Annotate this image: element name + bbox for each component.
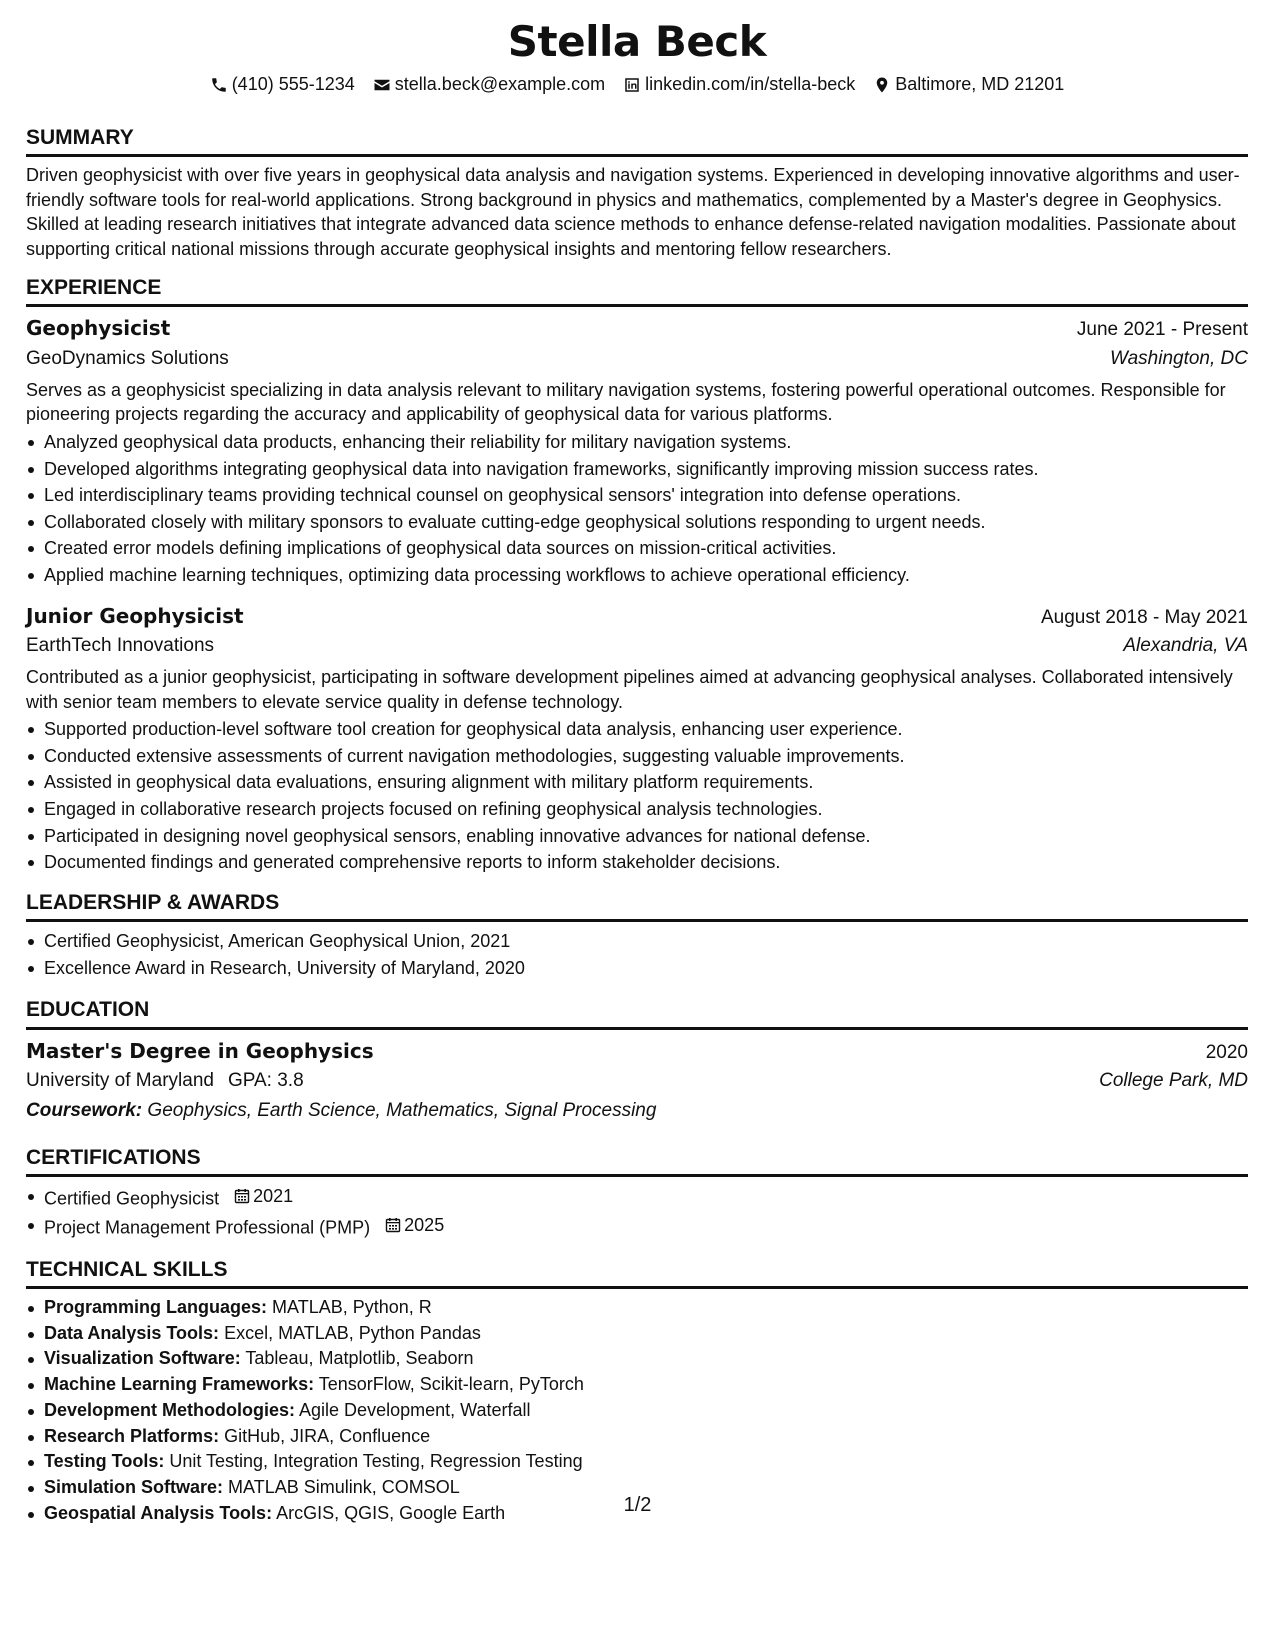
calendar-icon (234, 1188, 250, 1204)
coursework-label: Coursework: (26, 1100, 143, 1122)
skill-label: Programming Languages: (44, 1296, 268, 1317)
job-location: Washington, DC (1110, 347, 1248, 369)
contact-linkedin[interactable] (623, 72, 855, 97)
certification-date (385, 1212, 444, 1239)
job-dates: June 2021 - Present (1076, 319, 1248, 341)
resume-page (26, 18, 1248, 1526)
degree-name: Master's Degree in Geophysics (26, 1038, 374, 1063)
list-item (26, 1212, 1248, 1241)
skill-value: Excel, MATLAB, Python Pandas (224, 1322, 481, 1343)
phone-text: (410) 555-1234 (231, 74, 355, 95)
contact-phone[interactable] (210, 72, 355, 97)
skills-section (26, 1257, 1248, 1527)
job-bullets (26, 429, 1248, 589)
list-item: Developed algorithms integrating geophysical data into navigation frameworks, significantly improving mission success rates. (26, 456, 1248, 483)
skill-value: GitHub, JIRA, Confluence (224, 1425, 431, 1446)
job-description: Contributed as a junior geophysicist, participating in software development pipelines aimed at advancing geophysical analyses. Collaborated intensively with senior team members to elevate service quality in defense technology. (26, 667, 1233, 712)
job-dates: August 2018 - May 2021 (1040, 606, 1248, 628)
job-header-row (26, 313, 1248, 343)
list-item (26, 1321, 1248, 1347)
section-title: CERTIFICATIONS (26, 1145, 1248, 1177)
section-title: LEADERSHIP & AWARDS (26, 890, 1248, 922)
degree-row (26, 1036, 1248, 1066)
job-company-row (26, 344, 1248, 374)
linkedin-icon (623, 76, 641, 94)
list-item: Applied machine learning techniques, optimizing data processing workflows to achieve operational efficiency. (26, 562, 1248, 589)
linkedin-text: linkedin.com/in/stella-beck (645, 74, 856, 95)
skill-label: Geospatial Analysis Tools: (44, 1502, 273, 1523)
candidate-name: Stella Beck (507, 17, 767, 66)
list-item: Engaged in collaborative research projects focused on refining geophysical analysis technologies. (26, 796, 1248, 823)
map-pin-icon (873, 76, 891, 94)
list-item (26, 1183, 1248, 1212)
summary-section (26, 125, 1248, 261)
section-title: SUMMARY (26, 125, 1248, 157)
list-item: Documented findings and generated comprehensive reports to inform stakeholder decisions. (26, 849, 1248, 876)
list-item: Certified Geophysicist, American Geophysical Union, 2021 (26, 928, 1248, 955)
coursework (26, 1096, 1248, 1126)
experience-section (26, 275, 1248, 876)
contact-row (26, 72, 1248, 97)
skill-value: Unit Testing, Integration Testing, Regression Testing (169, 1451, 583, 1472)
list-item: Conducted extensive assessments of current navigation methodologies, suggesting valuable improvements. (26, 743, 1248, 770)
company-name: GeoDynamics Solutions (26, 347, 229, 369)
section-title: EDUCATION (26, 997, 1248, 1029)
list-item: Created error models defining implications of geophysical data sources on mission-critical activities. (26, 535, 1248, 562)
section-title: EXPERIENCE (26, 275, 1248, 307)
job-company-row (26, 631, 1248, 661)
list-item: Participated in designing novel geophysical sensors, enabling innovative advances for national defense. (26, 823, 1248, 850)
skill-value: MATLAB Simulink, COMSOL (228, 1476, 460, 1497)
skill-value: Agile Development, Waterfall (299, 1399, 531, 1420)
list-item: Assisted in geophysical data evaluations, ensuring alignment with military platform requirements. (26, 769, 1248, 796)
skill-label: Testing Tools: (44, 1451, 165, 1472)
awards-section (26, 890, 1248, 981)
list-item (26, 1372, 1248, 1398)
skill-label: Development Methodologies: (44, 1399, 296, 1420)
school-name: University of Maryland (26, 1069, 214, 1091)
certification-name: Project Management Professional (PMP) (44, 1217, 371, 1238)
page-number: 1/2 (623, 1494, 652, 1516)
skill-label: Machine Learning Frameworks: (44, 1374, 315, 1395)
list-item (26, 1398, 1248, 1424)
list-item: Analyzed geophysical data products, enhancing their reliability for military navigation systems. (26, 429, 1248, 456)
list-item: Excellence Award in Research, University of Maryland, 2020 (26, 955, 1248, 982)
skill-label: Simulation Software: (44, 1476, 224, 1497)
certifications-section (26, 1145, 1248, 1241)
list-item: Collaborated closely with military sponsors to evaluate cutting-edge geophysical solutions responding to urgent needs. (26, 509, 1248, 536)
certification-year: 2021 (253, 1185, 294, 1206)
job-title: Junior Geophysicist (26, 603, 244, 628)
phone-icon (210, 76, 228, 94)
experience-entry (26, 601, 1248, 876)
section-title: TECHNICAL SKILLS (26, 1257, 1248, 1289)
certification-name: Certified Geophysicist (44, 1188, 220, 1209)
skill-label: Visualization Software: (44, 1348, 241, 1369)
coursework-list: Geophysics, Earth Science, Mathematics, Signal Processing (147, 1100, 657, 1122)
skill-value: MATLAB, Python, R (272, 1296, 432, 1317)
summary-text: Driven geophysicist with over five years in geophysical data analysis and navigation systems. Experienced in developing innovative algorithms and user-friendly software tools for real-world applications. Strong background in physics and mathematics, complemented by a Master's degree in Geophysics. Skilled at leading research initiatives that integrate advanced data science methods to enhance defense-related navigation modalities. Passionate about supporting critical national missions through accurate geophysical insights and mentoring fellow researchers. (26, 165, 1240, 259)
resume-header (26, 18, 1248, 97)
job-title: Geophysicist (26, 316, 171, 341)
education-section (26, 997, 1248, 1126)
skill-label: Data Analysis Tools: (44, 1322, 220, 1343)
school-location: College Park, MD (1099, 1069, 1248, 1091)
contact-email[interactable] (373, 72, 605, 97)
job-header-row (26, 601, 1248, 631)
certifications-list (26, 1183, 1248, 1241)
school-row (26, 1066, 1248, 1096)
location-text: Baltimore, MD 21201 (895, 74, 1065, 95)
list-item: Supported production-level software tool creation for geophysical data analysis, enhancing user experience. (26, 716, 1248, 743)
skill-value: TensorFlow, Scikit-learn, PyTorch (318, 1374, 584, 1395)
certification-date (234, 1183, 293, 1210)
skill-label: Research Platforms: (44, 1425, 220, 1446)
experience-entry (26, 313, 1248, 588)
awards-list (26, 928, 1248, 981)
job-description: Serves as a geophysicist specializing in data analysis relevant to military navigation systems, fostering powerful operational outcomes. Responsible for pioneering projects regarding the accuracy and applicability of geophysical data for various platforms. (26, 379, 1226, 425)
list-item (26, 1346, 1248, 1372)
gpa: GPA: 3.8 (227, 1069, 304, 1091)
skill-value: Tableau, Matplotlib, Seaborn (245, 1348, 474, 1369)
list-item (26, 1449, 1248, 1475)
list-item (26, 1295, 1248, 1321)
job-bullets (26, 716, 1248, 876)
email-text: stella.beck@example.com (394, 74, 606, 95)
skill-value: ArcGIS, QGIS, Google Earth (276, 1502, 506, 1523)
certification-year: 2025 (404, 1214, 445, 1235)
envelope-icon (373, 76, 391, 94)
graduation-year: 2020 (1205, 1041, 1248, 1063)
list-item: Led interdisciplinary teams providing technical counsel on geophysical sensors' integration into defense operations. (26, 482, 1248, 509)
list-item (26, 1424, 1248, 1450)
contact-location (873, 72, 1064, 97)
job-location: Alexandria, VA (1123, 634, 1248, 656)
company-name: EarthTech Innovations (26, 634, 215, 656)
calendar-icon (385, 1217, 401, 1233)
school-line (26, 1066, 304, 1096)
